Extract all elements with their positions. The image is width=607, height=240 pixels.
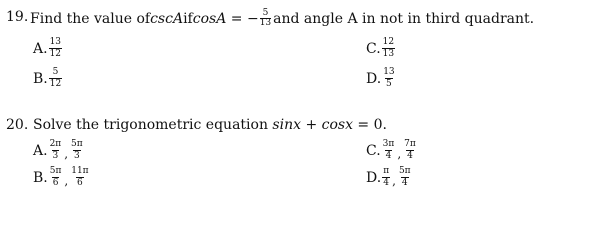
fraction-numerator: 3π [382,139,395,149]
option-fraction-2 [398,167,412,188]
option-fraction [49,38,62,59]
fraction-denominator: 6 [77,178,83,188]
q20-text: Solve the trigonometric equation [33,117,273,133]
q19-given-fraction [260,9,271,28]
option-fraction-1 [49,167,63,188]
option-letter: A. [33,40,48,57]
option-letter: B. [33,169,48,186]
fraction-numerator: 12 [382,37,395,47]
fraction-numerator: π [383,166,390,176]
q19-equals: = − [226,10,259,27]
fraction-denominator: 4 [401,178,408,188]
q20-option-c[interactable] [366,140,417,161]
q19-option-b[interactable] [33,68,62,89]
option-letter: C. [366,40,381,57]
separator: , [392,174,396,188]
question-19-number: 19. [6,9,29,25]
q20-option-b[interactable] [33,167,90,188]
fraction-denominator: 12 [49,79,62,89]
question-19-text [30,9,534,28]
fraction-numerator: 13 [383,67,395,77]
fraction-denominator: 3 [52,151,59,161]
option-letter: A. [33,142,48,159]
q19-text-before: Find the value of [30,10,151,27]
fraction-numerator: 7π [404,139,416,149]
separator: , [397,147,402,161]
option-letter: C. [366,142,381,159]
fraction-numerator: 5π [398,166,411,176]
option-fraction-1 [49,140,63,161]
q19-option-a[interactable] [33,38,62,59]
fraction-denominator: 4 [385,151,392,161]
q20-option-d[interactable] [366,167,412,188]
q20-equation-rest: = 0. [352,117,387,133]
fraction-numerator: 2π [49,139,62,149]
fraction-denominator: 5 [386,79,392,89]
fraction-numerator: 5π [71,139,83,149]
option-fraction-2 [403,140,417,161]
separator: , [64,147,69,161]
q19-func1: cscA [150,10,184,27]
q19-func2: cosA [192,10,227,27]
fraction-numerator: 11π [71,166,89,176]
fraction-numerator: 5π [49,166,62,176]
question-20-number: 20. [6,117,29,133]
fraction-numerator: 5 [52,67,59,77]
option-fraction [49,68,62,89]
option-fraction-1 [382,140,396,161]
fraction-denominator: 4 [383,178,390,188]
fraction-denominator: 12 [49,49,62,59]
option-fraction [382,38,395,59]
q19-option-c[interactable] [366,38,395,59]
option-letter: D. [366,70,382,87]
fraction-denominator: 13 [382,49,395,59]
q19-text-mid: if [183,10,193,27]
option-letter: D. [366,169,382,186]
q19-text-after: and angle A in not in third quadrant. [273,10,535,27]
fraction-denominator: 4 [407,151,413,161]
question-20-text [33,117,387,133]
fraction-denominator: 3 [74,151,80,161]
option-fraction-1 [382,167,390,188]
option-letter: B. [33,70,48,87]
separator: , [64,174,69,188]
q19-given-numerator: 5 [262,8,269,18]
q20-equation: sinx + cosx [272,117,353,133]
option-fraction-2 [70,140,84,161]
option-fraction [382,68,395,89]
q19-given-denominator: 13 [259,18,272,28]
q19-option-d[interactable] [366,68,396,89]
fraction-denominator: 6 [52,178,59,188]
option-fraction-2 [70,167,89,188]
q20-option-a[interactable] [33,140,84,161]
fraction-numerator: 13 [49,37,62,47]
